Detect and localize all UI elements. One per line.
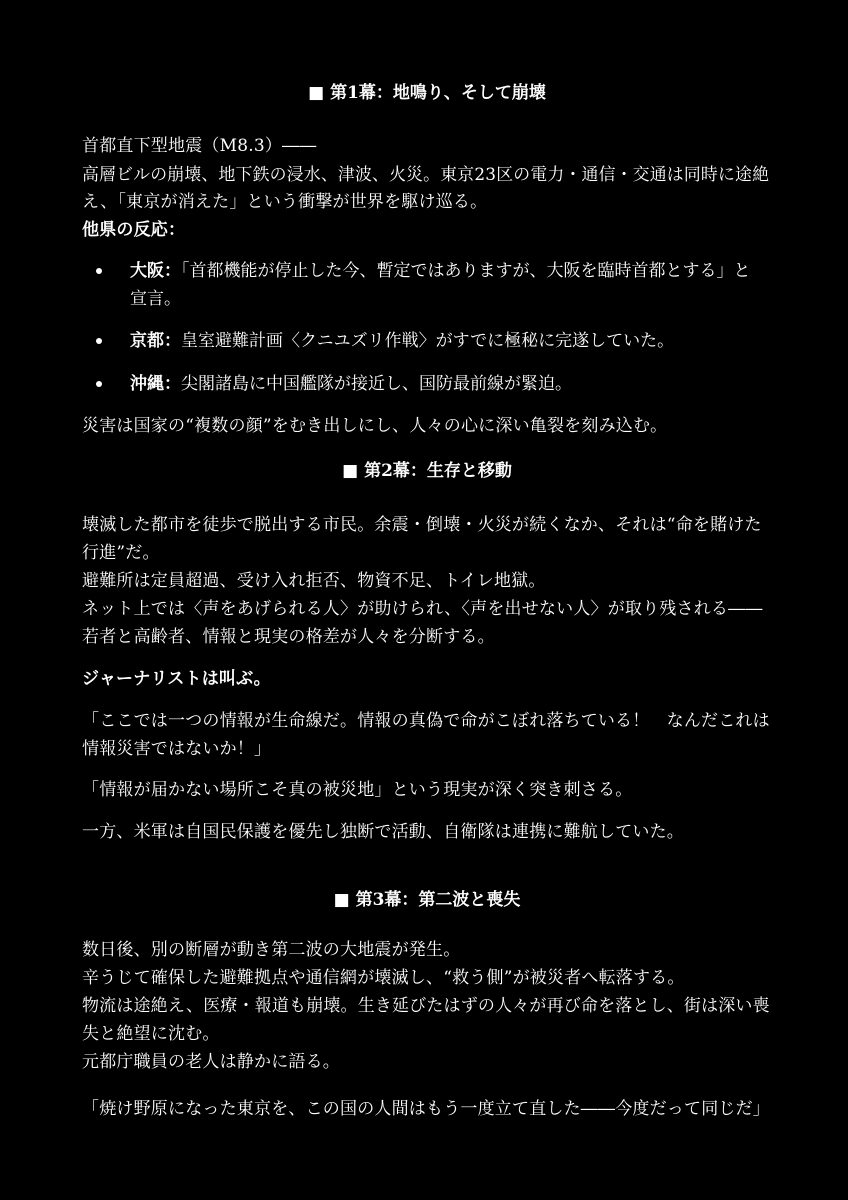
bullet-text: 尖閣諸島に中国艦隊が接近し、国防最前線が緊迫。 xyxy=(181,374,572,394)
act2-line-a: 「情報が届かない場所こそ真の被災地」という現実が深く突き刺さる。 xyxy=(82,780,633,800)
document-page xyxy=(82,0,772,1200)
act1-line-2: 高層ビルの崩壊、地下鉄の浸水、津波、火災。東京23区の電力・通信・交通は同時に途絶 xyxy=(82,164,770,184)
act2-line-2: 行進”だ。 xyxy=(82,543,160,563)
bullet-separator: ： xyxy=(164,261,181,281)
act3-line-5: 元都庁職員の老人は静かに語る。 xyxy=(82,1052,340,1072)
bullet-dot xyxy=(96,381,102,387)
journalist-quote-2: 情報災害ではないか！」 xyxy=(82,739,272,759)
bullet-text: 皇室避難計画〈クニユズリ作戦〉がすでに極秘に完遂していた。 xyxy=(181,331,675,351)
act3-line-1: 数日後、別の断層が動き第二波の大地震が発生。 xyxy=(82,940,461,960)
bullet-region-name: 京都 xyxy=(130,331,164,351)
act1-line-3: え、「東京が消えた」という衝撃が世界を駆け巡る。 xyxy=(82,192,488,212)
act1-line-1: 首都直下型地震（M8.3）―― xyxy=(82,136,317,156)
bullet-dot xyxy=(96,338,102,344)
journalist-quote-1: 「ここでは一つの情報が生命線だ。情報の真偽で命がこぼれ落ちている！ なんだこれは xyxy=(82,711,770,731)
bullet-region-name: 沖縄 xyxy=(130,374,164,394)
act3-line-4: 失と絶望に沈む。 xyxy=(82,1024,220,1044)
act2-line-1: 壊滅した都市を徒歩で脱出する市民。余震・倒壊・火災が続くなか、それは“命を賭けた xyxy=(82,515,762,535)
act3-heading: ■ 第3幕：第二波と喪失 xyxy=(333,890,521,910)
bullet-continuation: 宣言。 xyxy=(130,289,181,309)
act2-heading: ■ 第2幕：生存と移動 xyxy=(342,461,512,481)
bullet-separator: ： xyxy=(164,331,181,351)
act3-line-3: 物流は途絶え、医療・報道も崩壊。生き延びたはずの人々が再び命を落とし、街は深い喪 xyxy=(82,996,770,1016)
act1-closing: 災害は国家の“複数の顔”をむき出しにし、人々の心に深い亀裂を刻み込む。 xyxy=(82,416,668,436)
bullet-text: 「首都機能が停止した今、暫定ではありますが、大阪を臨時首都とする」と xyxy=(181,261,751,281)
act2-line-4: ネット上では〈声をあげられる人〉が助けられ、〈声を出せない人〉が取り残される―― xyxy=(82,599,763,619)
bullet-region-name: 大阪 xyxy=(130,261,164,281)
bullet-dot xyxy=(96,268,102,274)
act1-heading: ■ 第1幕：地鳴り、そして崩壊 xyxy=(308,83,546,103)
elder-quote: 「焼け野原になった東京を、この国の人間はもう一度立て直した――今度だって同じだ」 xyxy=(82,1099,770,1119)
act2-line-3: 避難所は定員超過、受け入れ拒否、物資不足、トイレ地獄。 xyxy=(82,571,546,591)
bullet-separator: ： xyxy=(164,374,181,394)
journalist-line: ジャーナリストは叫ぶ。 xyxy=(82,669,271,689)
reactions-label: 他県の反応： xyxy=(82,220,186,240)
act2-line-b: 一方、米軍は自国民保護を優先し独断で活動、自衛隊は連携に難航していた。 xyxy=(82,822,684,842)
act3-line-2: 辛うじて確保した避難拠点や通信網が壊滅し、“救う側”が被災者へ転落する。 xyxy=(82,968,685,988)
act2-line-5: 若者と高齢者、情報と現実の格差が人々を分断する。 xyxy=(82,627,495,647)
